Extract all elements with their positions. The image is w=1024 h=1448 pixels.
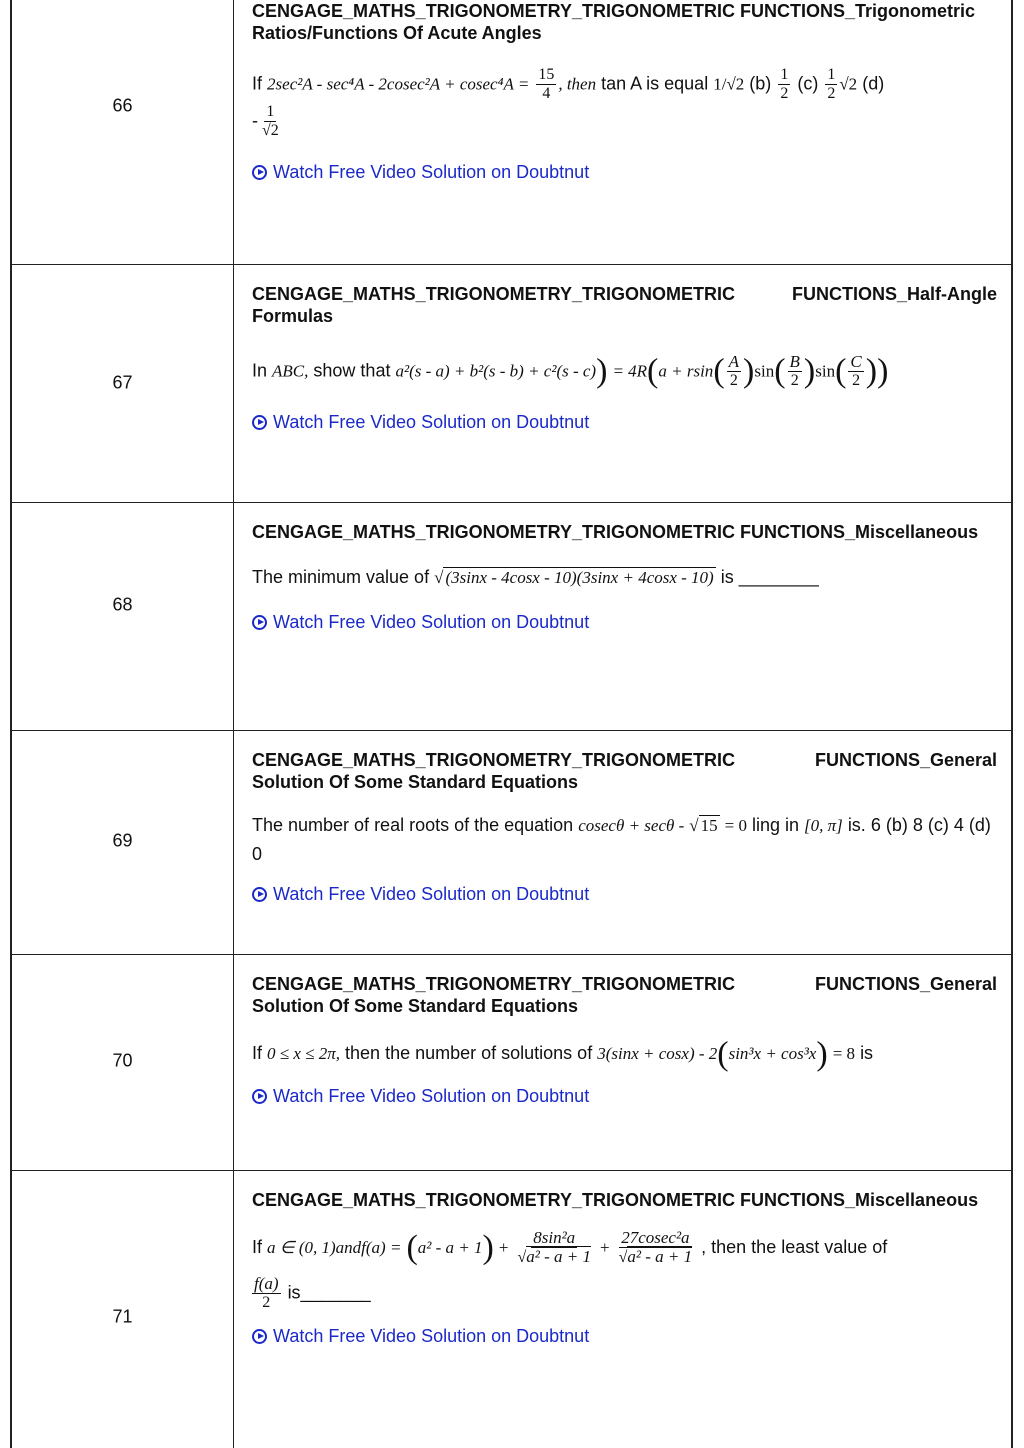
question-number: 67 [112, 372, 133, 393]
question-text: The minimum value of √ (3sinx - 4cosx - 10)(3sinx + 4cosx - 10) is ________ [252, 567, 819, 587]
topic-heading: CENGAGE_MATHS_TRIGONOMETRY_TRIGONOMETRIC FUNCTIONS_Miscellaneous [252, 1190, 979, 1210]
question-text: If a ∈ (0, 1)andf(a) = (a² - a + 1) + $\frac{\text{8sin²a}}{\text{√a² - a + 1}}$ + $\frac{\text{27cosec²a}}{\text{√a² - a + 1}}$ , then the least value of $\frac{f(a)}{2}$ is_______ [252, 1228, 888, 1311]
question-row-66 [12, 0, 1011, 264]
play-icon [252, 415, 267, 430]
topic-heading: CENGAGE_MATHS_TRIGONOMETRY_TRIGONOMETRIC FUNCTIONS_Miscellaneous [252, 522, 979, 542]
topic-heading: CENGAGE_MATHS_TRIGONOMETRY_TRIGONOMETRIC FUNCTIONS_General Solution Of Some Standard Equations [252, 750, 997, 792]
watch-video-link[interactable]: Watch Free Video Solution on Doubtnut [252, 162, 589, 183]
question-row-70 [12, 954, 1011, 1170]
play-icon [252, 165, 267, 180]
question-number: 68 [112, 594, 133, 615]
topic-heading: CENGAGE_MATHS_TRIGONOMETRY_TRIGONOMETRIC FUNCTIONS_General Solution Of Some Standard Equations [252, 974, 997, 1016]
watch-video-link[interactable]: Watch Free Video Solution on Doubtnut [252, 884, 589, 905]
topic-heading: CENGAGE_MATHS_TRIGONOMETRY_TRIGONOMETRIC FUNCTIONS_Half-Angle Formulas [252, 284, 997, 326]
watch-video-link[interactable]: Watch Free Video Solution on Doubtnut [252, 1086, 589, 1107]
play-icon [252, 1089, 267, 1104]
question-number: 69 [112, 830, 133, 851]
play-icon [252, 1329, 267, 1344]
question-number: 66 [112, 95, 133, 116]
watch-video-link[interactable]: Watch Free Video Solution on Doubtnut [252, 612, 589, 633]
question-table [10, 0, 1013, 1448]
question-number: 71 [112, 1306, 133, 1327]
question-row-69 [12, 730, 1011, 954]
question-number: 70 [112, 1050, 133, 1071]
topic-heading: CENGAGE_MATHS_TRIGONOMETRY_TRIGONOMETRIC FUNCTIONS_Trigonometric Ratios/Functions Of Acute Angles [252, 1, 976, 43]
question-row-71 [12, 1170, 1011, 1448]
question-text: The number of real roots of the equation cosecθ + secθ - √ 15 = 0 ling in [0, π] is. 6 (b) 8 (c) 4 (d) 0 [252, 815, 991, 864]
question-text: If 0 ≤ x ≤ 2π, then the number of solutions of 3(sinx + cosx) - 2(sin³x + cos³x) = 8 is [252, 1035, 874, 1073]
question-text: If 2sec²A - sec⁴A - 2cosec²A + cosec⁴A = $\frac{15}{4}$ , then tan A is equal 1/√2 (b) $\frac{1}{2}$ (c) $\frac{1}{2}$ √2 (d) - $\frac{1}{√2}$ [252, 66, 885, 139]
play-icon [252, 887, 267, 902]
question-row-67 [12, 264, 1011, 502]
question-text: In ABC, show that a²(s - a) + b²(s - b) + c²(s - c)) = 4R(a + rsin( $\frac{A}{2}$ )sin( $\frac{B}{2}$ )sin( $\frac{C}{2}$ )) [252, 352, 889, 390]
question-row-68 [12, 502, 1011, 730]
watch-video-link[interactable]: Watch Free Video Solution on Doubtnut [252, 1326, 589, 1347]
watch-video-link[interactable]: Watch Free Video Solution on Doubtnut [252, 412, 589, 433]
play-icon [252, 615, 267, 630]
